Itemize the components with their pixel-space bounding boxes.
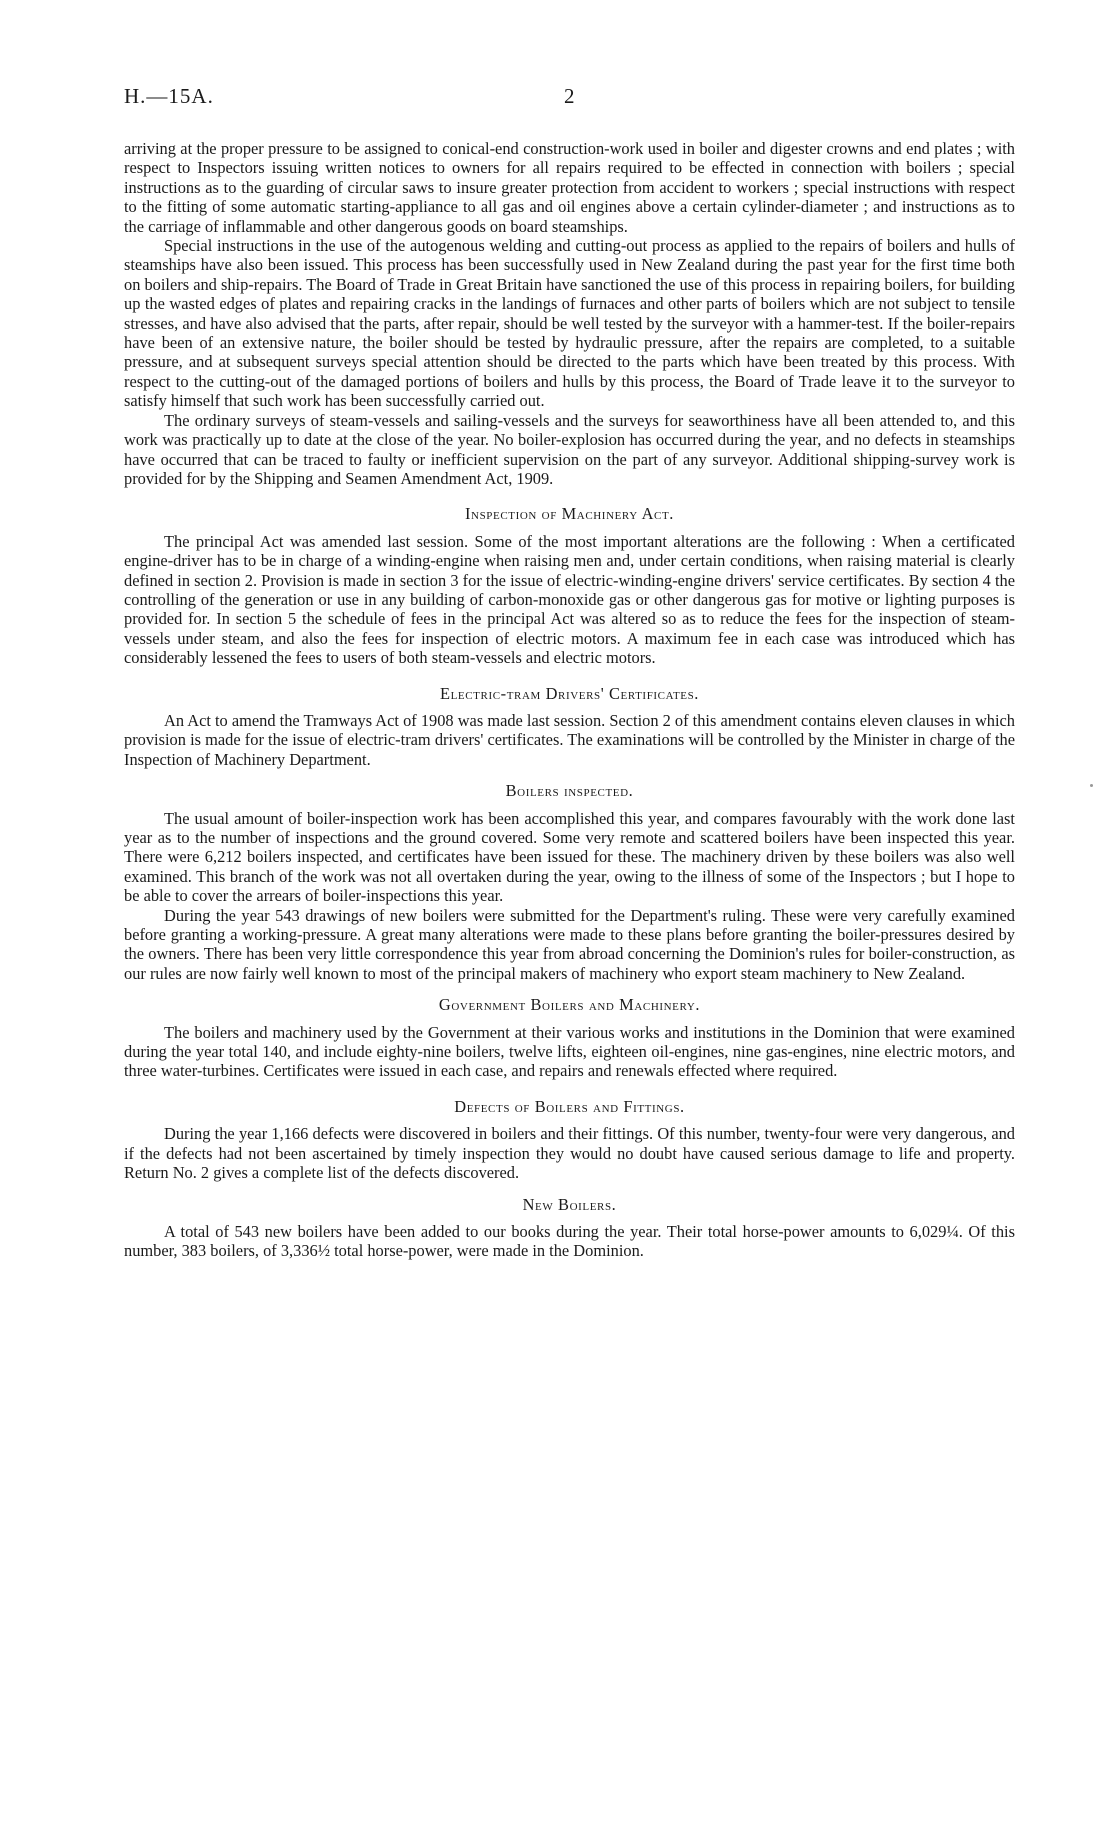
paragraph-boiler-drawings: During the year 543 drawings of new boilers were submitted for the Department's ruling. These were very carefully examined before granting a working-pressure. A great many alterations were made to these plans before granting the boiler-pressures desired by the owners. There has been very little correspondence this year from abroad concerning the Dominion's rules for boiler-construction, as our rules are now fairly well known to most of the principal makers of machinery who export steam machinery to New Zealand. bbox=[124, 905, 1015, 983]
section-heading-boilers-inspected: Boilers inspected. bbox=[505, 781, 634, 801]
paragraph-boilers-inspected: The usual amount of boiler-inspection work has been accomplished this year, and compares favourably with the work done last year as to the number of inspections and the ground covered. Some very remote and scattered boilers have been inspected this year. There were 6,212 boilers inspected, and certificates have been issued for these. The machinery driven by these boilers was also well examined. This branch of the work was not all overtaken during the year, owing to the illness of some of the Inspectors ; but I hope to be able to cover the arrears of boiler-inspections this year. bbox=[124, 808, 1015, 906]
paragraph-ordinary-surveys: The ordinary surveys of steam-vessels and sailing-vessels and the surveys for seaworthiness have all been attended to, and this work was practically up to date at the close of the year. No boiler-explosion has occurred during the year, and no defects in steamships have occurred that can be traced to faulty or inefficient supervision on the part of any surveyor. Additional shipping-survey work is provided for by the Shipping and Seamen Amendment Act, 1909. bbox=[124, 410, 1015, 488]
section-heading-defects: Defects of Boilers and Fittings. bbox=[454, 1096, 685, 1116]
margin-speck bbox=[1090, 784, 1093, 787]
page-header bbox=[124, 84, 1020, 114]
document-reference: H.—15A. bbox=[124, 84, 214, 108]
paragraph-inspection-act: The principal Act was amended last session. Some of the most important alterations are the following : When a certificated engine-driver has to be in charge of a winding-engine when raising men and, under certain conditions, when raising material is clearly defined in section 2. Provision is made in section 3 for the issue of electric-winding-engine drivers' service certificates. By section 4 the controlling of the generation or use in any building of carbon-monoxide gas or other dangerous gas for motive or lighting purposes is provided for. In section 5 the schedule of fees in the principal Act was altered so as to reduce the fees for the inspection of steam-vessels under steam, and also the fees for inspection of electric motors. A maximum fee in each case was introduced which has considerably lessened the fees to users of both steam-vessels and electric motors. bbox=[124, 531, 1015, 668]
section-heading-government-boilers: Government Boilers and Machinery. bbox=[438, 995, 701, 1015]
paragraph-defects: During the year 1,166 defects were discovered in boilers and their fittings. Of this number, twenty-four were very dangerous, and if the defects had not been ascertained by timely inspection they would no doubt have caused serious damage to life and property. Return No. 2 gives a complete list of the defects discovered. bbox=[124, 1124, 1015, 1183]
paragraph-government-boilers: The boilers and machinery used by the Government at their various works and institutions in the Dominion that were examined during the year total 140, and include eighty-nine boilers, twelve lifts, eighteen oil-engines, nine gas-engines, nine electric motors, and three water-turbines. Certificates were issued in each case, and repairs and renewals effected where required. bbox=[124, 1022, 1015, 1081]
section-heading-tram-certificates: Electric-tram Drivers' Certificates. bbox=[440, 683, 699, 703]
paragraph-continued: arriving at the proper pressure to be assigned to conical-end construction-work used in boiler and digester crowns and end plates ; with respect to Inspectors issuing written notices to owners for all repairs required to be effected in connection with boilers ; special instructions as to the guarding of circular saws to insure greater protection from accident to workers ; special instructions with respect to the fitting of some automatic starting-appliance to all gas and oil engines above a certain cylinder-diameter ; and instructions as to the carriage of inflammable and other dangerous goods on board steamships. bbox=[124, 139, 1015, 236]
page-body bbox=[124, 139, 1015, 1261]
paragraph-welding-instructions: Special instructions in the use of the autogenous welding and cutting-out process as applied to the repairs of boilers and hulls of steamships have also been issued. This process has been successfully used in New Zealand during the past year for the first time both on boilers and ship-repairs. The Board of Trade in Great Britain have sanctioned the use of this process in repairing boilers, for building up the wasted edges of plates and repairing cracks in the landings of furnaces and other parts of boilers which are not subject to tensile stresses, and have also advised that the parts, after repair, should be well tested by the surveyor with a hammer-test. If the boiler-repairs have been of an extensive nature, the boiler should be tested by hydraulic pressure, after the repairs are completed, to a suitable pressure, and at subsequent surveys special attention should be directed to the parts which have been treated by this process. With respect to the cutting-out of the damaged portions of boilers and hulls by this process, the Board of Trade leave it to the surveyor to satisfy himself that such work has been successfully carried out. bbox=[124, 236, 1015, 411]
paragraph-tram-certificates: An Act to amend the Tramways Act of 1908 was made last session. Section 2 of this amendment contains eleven clauses in which provision is made for the issue of electric-tram drivers' certificates. The examinations will be controlled by the Minister in charge of the Inspection of Machinery Department. bbox=[124, 710, 1015, 769]
paragraph-new-boilers: A total of 543 new boilers have been added to our books during the year. Their total horse-power amounts to 6,029¼. Of this number, 383 boilers, of 3,336½ total horse-power, were made in the Dominion. bbox=[124, 1221, 1015, 1261]
section-heading-inspection-act: Inspection of Machinery Act. bbox=[464, 504, 674, 524]
section-heading-new-boilers: New Boilers. bbox=[522, 1194, 617, 1214]
page-number: 2 bbox=[564, 84, 575, 108]
